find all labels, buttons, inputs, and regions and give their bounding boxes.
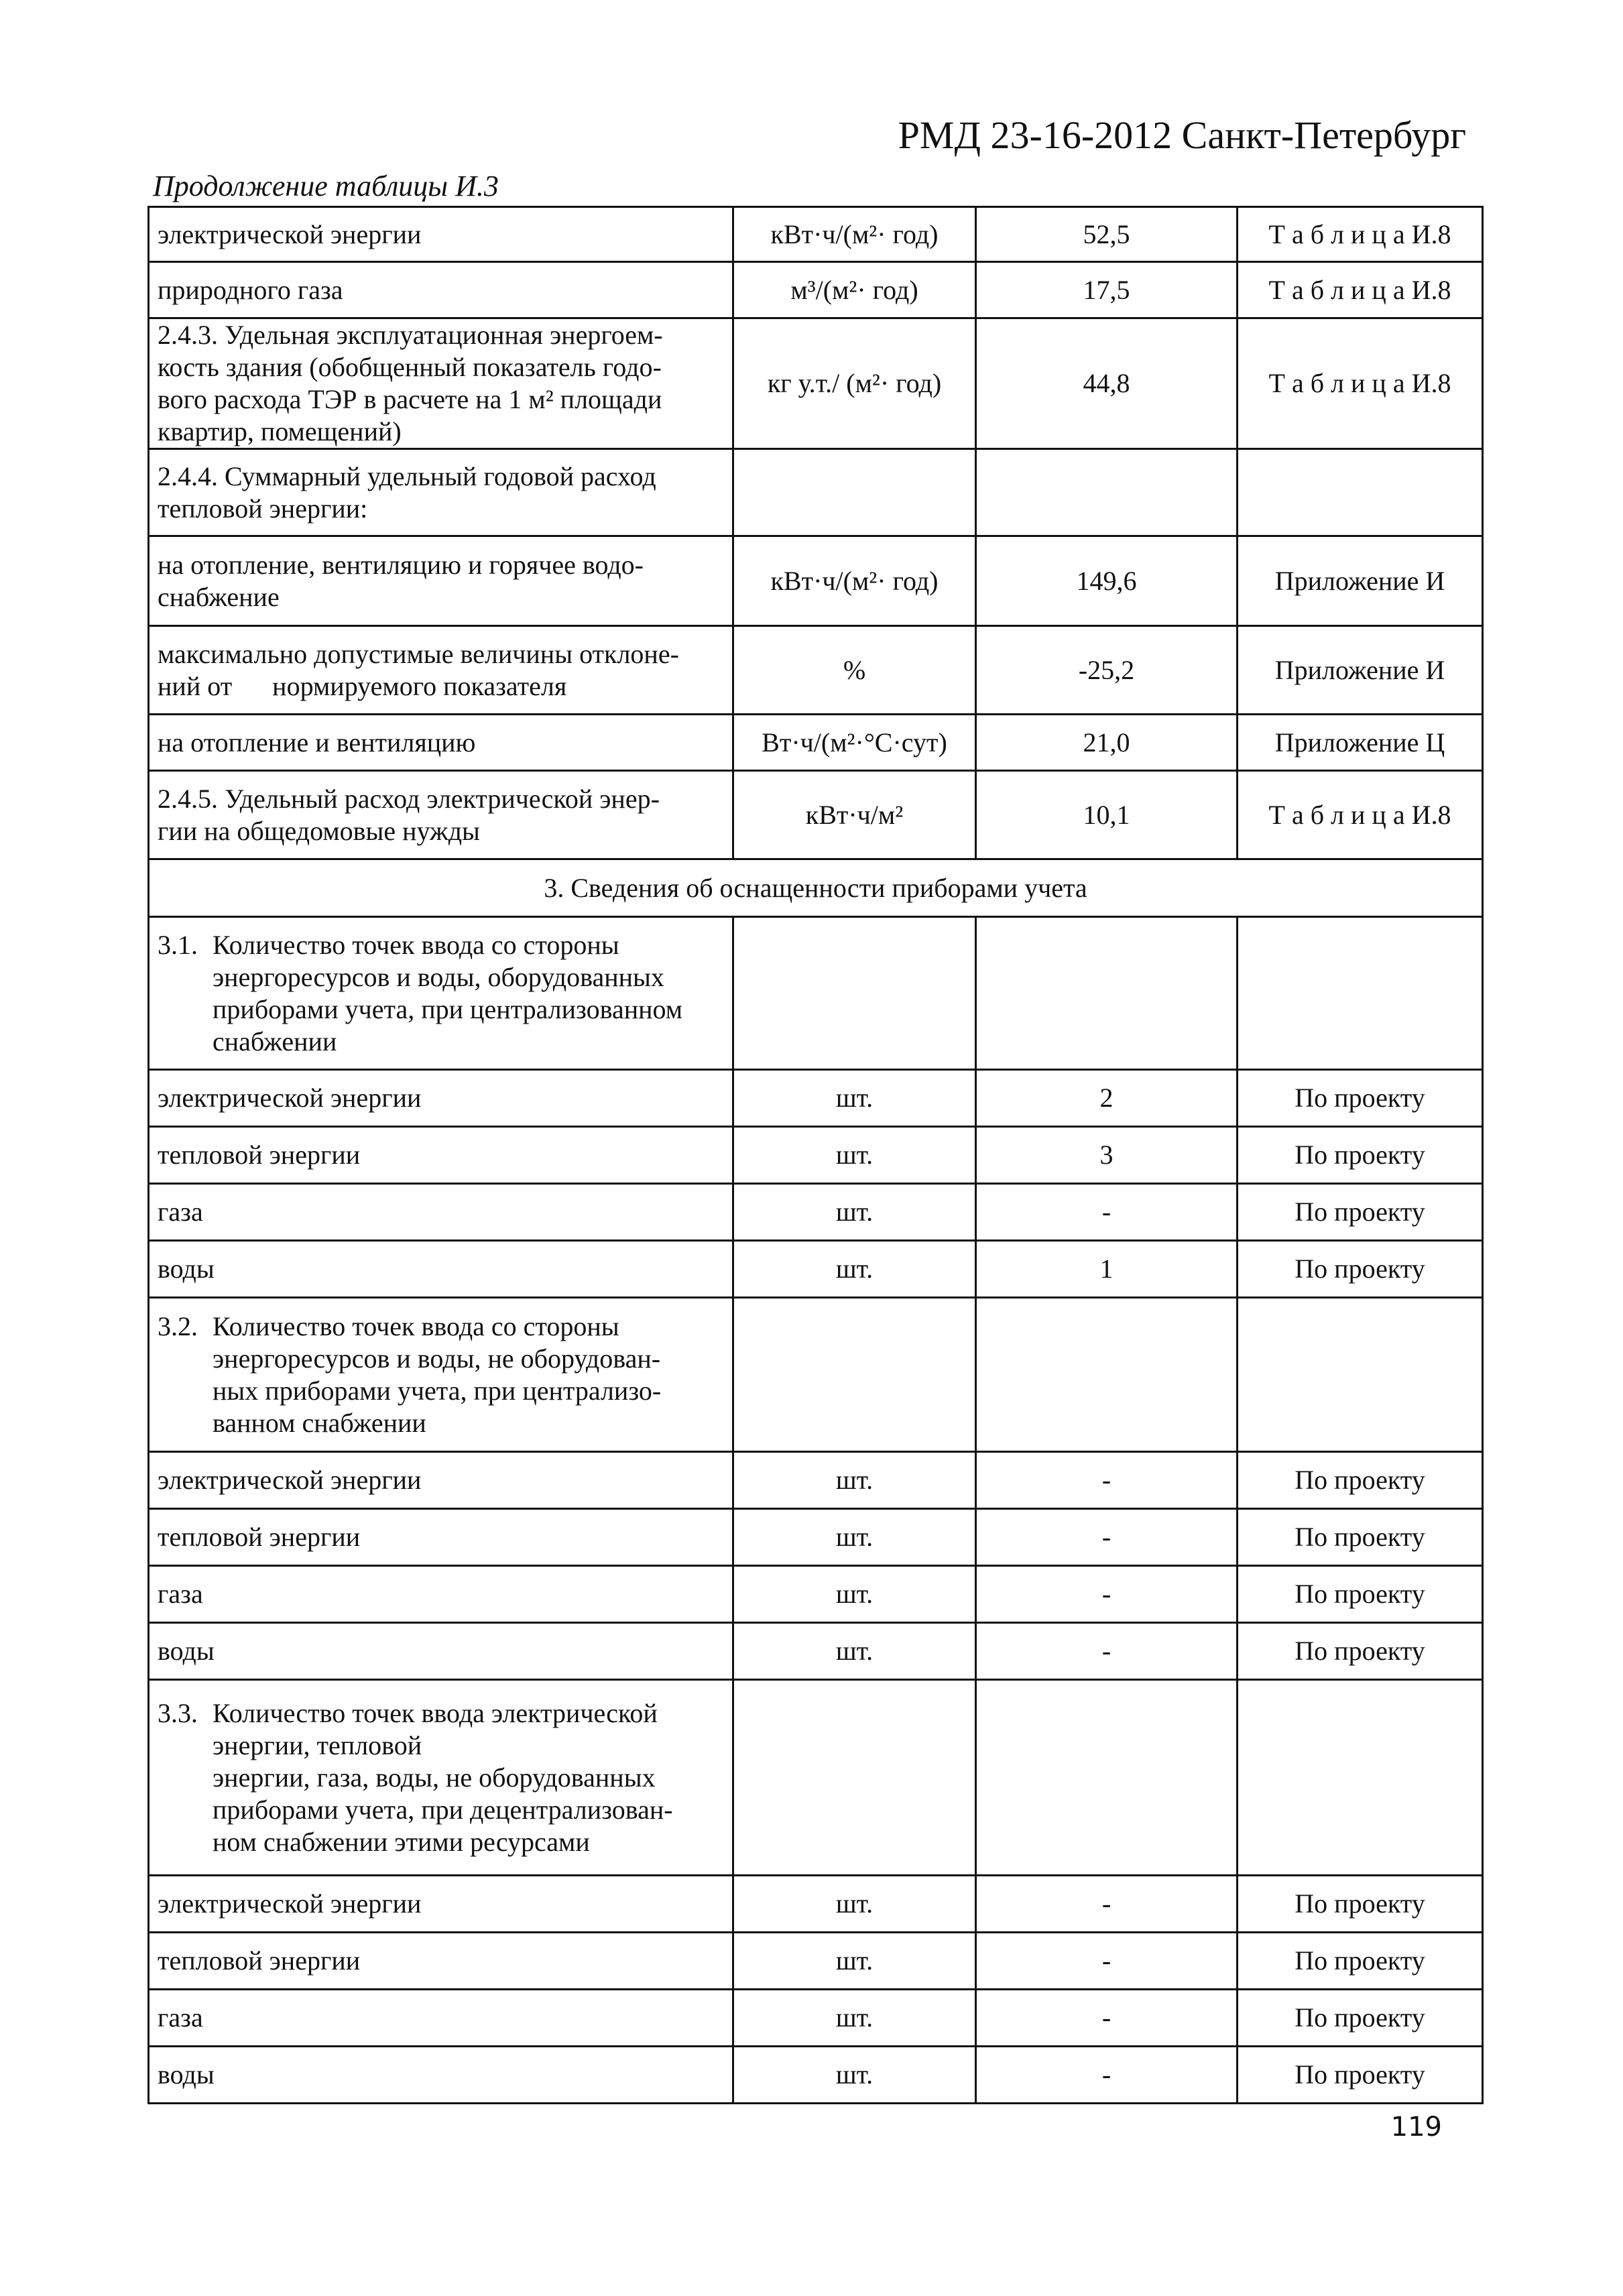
source-cell: По проекту (1238, 1184, 1483, 1241)
table-row (149, 2047, 1483, 2104)
group-number: 3.2. (158, 1311, 198, 1341)
cell-line: 2.4.4. Суммарный удельный годовой расход (158, 461, 656, 491)
table-row (149, 1127, 1483, 1184)
value-cell: - (976, 2047, 1238, 2104)
empty-cell (1238, 917, 1483, 1070)
value-cell: 3 (976, 1127, 1238, 1184)
cell-line: квартир, помещений) (158, 416, 402, 446)
group-title-first: Количество точек ввода со стороны (213, 929, 619, 960)
source-cell: По проекту (1238, 1933, 1483, 1990)
unit-cell: шт. (733, 1127, 976, 1184)
unit-cell: шт. (733, 1241, 976, 1298)
empty-cell (733, 917, 976, 1070)
source-cell: Приложение И (1238, 536, 1483, 626)
table-row (149, 262, 1483, 318)
resource-cell: воды (149, 1241, 733, 1298)
empty-cell (1238, 1298, 1483, 1452)
cell-line: гии на общедомовые нужды (158, 815, 480, 846)
value-cell: - (976, 1876, 1238, 1933)
indicator-cell (149, 715, 733, 771)
source-cell: По проекту (1238, 1566, 1483, 1623)
unit-cell: шт. (733, 1990, 976, 2047)
cell-line: вого расхода ТЭР в расчете на 1 м² площади (158, 384, 662, 414)
cell-line: кость здания (обобщенный показатель годо- (158, 352, 662, 382)
empty-cell (976, 1298, 1238, 1452)
cell-line: снабжение (158, 581, 280, 612)
source-cell: Т а б л и ц а И.8 (1238, 262, 1483, 318)
table-row (149, 536, 1483, 626)
resource-cell: воды (149, 2047, 733, 2104)
group-title-line: ных приборами учета, при централизо- (213, 1375, 662, 1406)
cell-line: 2.4.5. Удельный расход электрической энер- (158, 783, 660, 814)
page-number: 119 (1390, 2112, 1442, 2142)
value-cell: - (976, 1509, 1238, 1566)
cell-line: на отопление, вентиляцию и горячее водо- (158, 549, 644, 580)
source-cell: Т а б л и ц а И.8 (1238, 207, 1483, 262)
section-title: 3. Сведения об оснащенности приборами учета (149, 859, 1483, 917)
value-cell: - (976, 1452, 1238, 1509)
value-cell (976, 449, 1238, 536)
table-row (149, 1623, 1483, 1680)
resource-cell: воды (149, 1623, 733, 1680)
table-row (149, 1452, 1483, 1509)
group-header-cell (149, 1680, 733, 1876)
group-title-line: энергии, газа, воды, не оборудованных (213, 1762, 656, 1793)
table-row (149, 771, 1483, 859)
value-cell: - (976, 1566, 1238, 1623)
unit-cell: шт. (733, 1509, 976, 1566)
group-header-cell (149, 917, 733, 1070)
resource-cell: электрической энергии (149, 1876, 733, 1933)
document-id: РМД 23-16-2012 Санкт-Петербург (898, 113, 1466, 157)
resource-cell: газа (149, 1990, 733, 2047)
group-number: 3.3. (158, 1697, 198, 1728)
unit-cell: % (733, 626, 976, 715)
value-cell: 17,5 (976, 262, 1238, 318)
cell-line: максимально допустимые величины отклоне- (158, 638, 679, 669)
group-title-first: Количество точек ввода электрической (213, 1697, 658, 1728)
table-row (149, 1509, 1483, 1566)
table-row (149, 1566, 1483, 1623)
group-title-line: энергии, тепловой (213, 1730, 422, 1760)
indicator-cell (149, 771, 733, 859)
empty-cell (733, 1298, 976, 1452)
table-body (149, 207, 1483, 2104)
table-row (149, 449, 1483, 536)
table-row (149, 318, 1483, 449)
unit-cell: кВт·ч/м² (733, 771, 976, 859)
unit-cell: кВт·ч/(м²· год) (733, 536, 976, 626)
unit-cell: шт. (733, 1184, 976, 1241)
table-row (149, 715, 1483, 771)
empty-cell (976, 917, 1238, 1070)
group-title-line: снабжении (213, 1026, 337, 1056)
source-cell: По проекту (1238, 1990, 1483, 2047)
resource-cell: тепловой энергии (149, 1509, 733, 1566)
value-cell: 10,1 (976, 771, 1238, 859)
indicator-cell (149, 536, 733, 626)
table-row (149, 626, 1483, 715)
unit-cell: Вт·ч/(м²·°С·сут) (733, 715, 976, 771)
resource-cell: тепловой энергии (149, 1933, 733, 1990)
value-cell: 52,5 (976, 207, 1238, 262)
source-cell: По проекту (1238, 1127, 1483, 1184)
table-row (149, 1184, 1483, 1241)
group-title-first: Количество точек ввода со стороны (213, 1311, 619, 1341)
unit-cell: шт. (733, 1876, 976, 1933)
table-row (149, 207, 1483, 262)
unit-cell: шт. (733, 1623, 976, 1680)
group-header-first-line (158, 1311, 724, 1343)
cell-line: ний от нормируемого показателя (158, 670, 567, 701)
resource-cell: газа (149, 1184, 733, 1241)
indicator-cell (149, 449, 733, 536)
source-cell: По проекту (1238, 1070, 1483, 1127)
cell-line: электрической энергии (158, 219, 422, 249)
resource-cell: газа (149, 1566, 733, 1623)
resource-cell: тепловой энергии (149, 1127, 733, 1184)
value-cell: -25,2 (976, 626, 1238, 715)
table-row (149, 1070, 1483, 1127)
source-cell: Приложение Ц (1238, 715, 1483, 771)
source-cell: Т а б л и ц а И.8 (1238, 318, 1483, 449)
indicator-cell (149, 262, 733, 318)
unit-cell: кВт·ч/(м²· год) (733, 207, 976, 262)
group-title-line: ном снабжении этими ресурсами (213, 1826, 590, 1857)
table-row (149, 1876, 1483, 1933)
value-cell: 149,6 (976, 536, 1238, 626)
unit-cell (733, 449, 976, 536)
empty-cell (976, 1680, 1238, 1876)
value-cell: 44,8 (976, 318, 1238, 449)
cell-line: на отопление и вентиляцию (158, 727, 476, 758)
group-title-line: энергоресурсов и воды, не оборудован- (213, 1343, 661, 1374)
indicator-cell (149, 207, 733, 262)
table-row (149, 1241, 1483, 1298)
group-header-first-line (158, 929, 724, 961)
indicator-cell (149, 626, 733, 715)
source-cell: Т а б л и ц а И.8 (1238, 771, 1483, 859)
unit-cell: шт. (733, 1933, 976, 1990)
value-cell: - (976, 1990, 1238, 2047)
source-cell: По проекту (1238, 1876, 1483, 1933)
value-cell: - (976, 1623, 1238, 1680)
data-table (147, 206, 1484, 2104)
group-title-line: ванном снабжении (213, 1407, 426, 1438)
unit-cell: шт. (733, 2047, 976, 2104)
unit-cell: шт. (733, 1070, 976, 1127)
source-cell: По проекту (1238, 2047, 1483, 2104)
unit-cell: м³/(м²· год) (733, 262, 976, 318)
source-cell: По проекту (1238, 1623, 1483, 1680)
cell-line: 2.4.3. Удельная эксплуатационная энергоем- (158, 320, 663, 350)
table-caption: Продолжение таблицы И.3 (153, 170, 499, 202)
group-title-line: приборами учета, при централизованном (213, 993, 683, 1024)
value-cell: - (976, 1933, 1238, 1990)
empty-cell (1238, 1680, 1483, 1876)
value-cell: 1 (976, 1241, 1238, 1298)
source-cell: По проекту (1238, 1509, 1483, 1566)
indicator-cell (149, 318, 733, 449)
source-cell (1238, 449, 1483, 536)
group-title-line: приборами учета, при децентрализован- (213, 1794, 673, 1825)
source-cell: Приложение И (1238, 626, 1483, 715)
group-header-row (149, 917, 1483, 1070)
value-cell: - (976, 1184, 1238, 1241)
source-cell: По проекту (1238, 1241, 1483, 1298)
resource-cell: электрической энергии (149, 1070, 733, 1127)
value-cell: 2 (976, 1070, 1238, 1127)
unit-cell: шт. (733, 1566, 976, 1623)
empty-cell (733, 1680, 976, 1876)
resource-cell: электрической энергии (149, 1452, 733, 1509)
value-cell: 21,0 (976, 715, 1238, 771)
table-row (149, 1990, 1483, 2047)
group-number: 3.1. (158, 929, 198, 960)
unit-cell: кг у.т./ (м²· год) (733, 318, 976, 449)
group-header-row (149, 1298, 1483, 1452)
section-row (149, 859, 1483, 917)
unit-cell: шт. (733, 1452, 976, 1509)
cell-line: тепловой энергии: (158, 493, 368, 524)
table-row (149, 1933, 1483, 1990)
group-title-line: энергоресурсов и воды, оборудованных (213, 961, 664, 992)
group-header-first-line (158, 1697, 724, 1730)
group-header-row (149, 1680, 1483, 1876)
group-header-cell (149, 1298, 733, 1452)
cell-line: природного газа (158, 274, 343, 305)
source-cell: По проекту (1238, 1452, 1483, 1509)
